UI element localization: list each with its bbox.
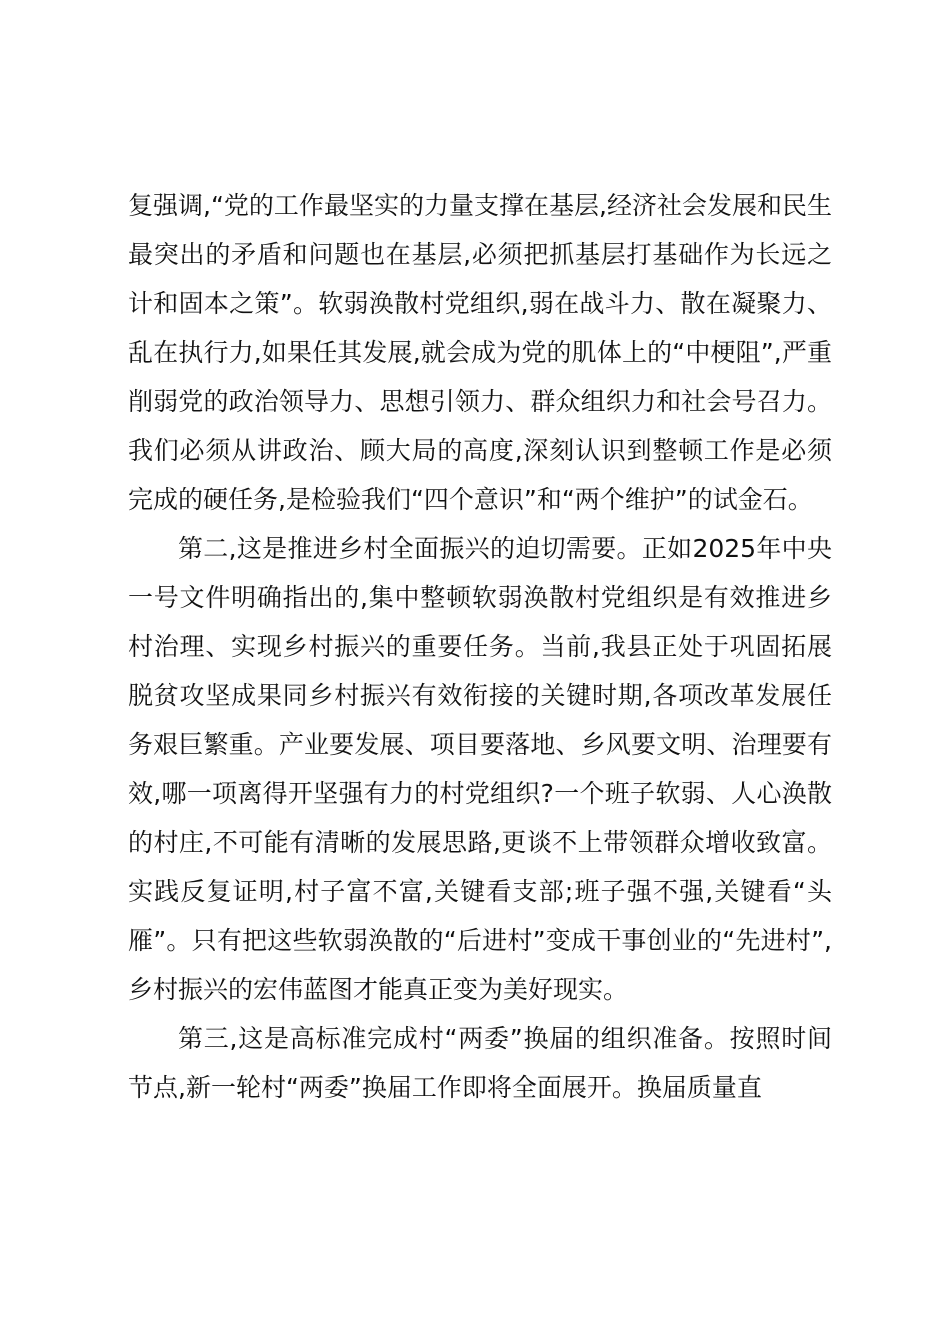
paragraph-3: 第三,这是高标准完成村“两委”换届的组织准备。按照时间节点,新一轮村“两委”换届工作即将全面展开。换届质量直 xyxy=(128,1024,832,1102)
paragraph-2: 第二,这是推进乡村全面振兴的迫切需要。正如2025年中央一号文件明确指出的,集中整顿软弱涣散村党组织是有效推进乡村治理、实现乡村振兴的重要任务。当前,我县正处于巩固拓展脱贫攻坚成果同乡村振兴有效衔接的关键时期,各项改革发展任务艰巨繁重。产业要发展、项目要落地、乡风要文明、治理要有效,哪一项离得开坚强有力的村党组织?一个班子软弱、人心涣散的村庄,不可能有清晰的发展思路,更谈不上带领群众增收致富。实践反复证明,村子富不富,关键看支部;班子强不强,关键看“头雁”。只有把这些软弱涣散的“后进村”变成干事创业的“先进村”,乡村振兴的宏伟蓝图才能真正变为美好现实。 xyxy=(128,534,832,1004)
paragraph-1: 复强调,“党的工作最坚实的力量支撑在基层,经济社会发展和民生最突出的矛盾和问题也在基层,必须把抓基层打基础作为长远之计和固本之策”。软弱涣散村党组织,弱在战斗力、散在凝聚力、乱在执行力,如果任其发展,就会成为党的肌体上的“中梗阻”,严重削弱党的政治领导力、思想引领力、群众组织力和社会号召力。我们必须从讲政治、顾大局的高度,深刻认识到整顿工作是必须完成的硬任务,是检验我们“四个意识”和“两个维护”的试金石。 xyxy=(128,191,832,514)
document-body xyxy=(128,181,832,1112)
